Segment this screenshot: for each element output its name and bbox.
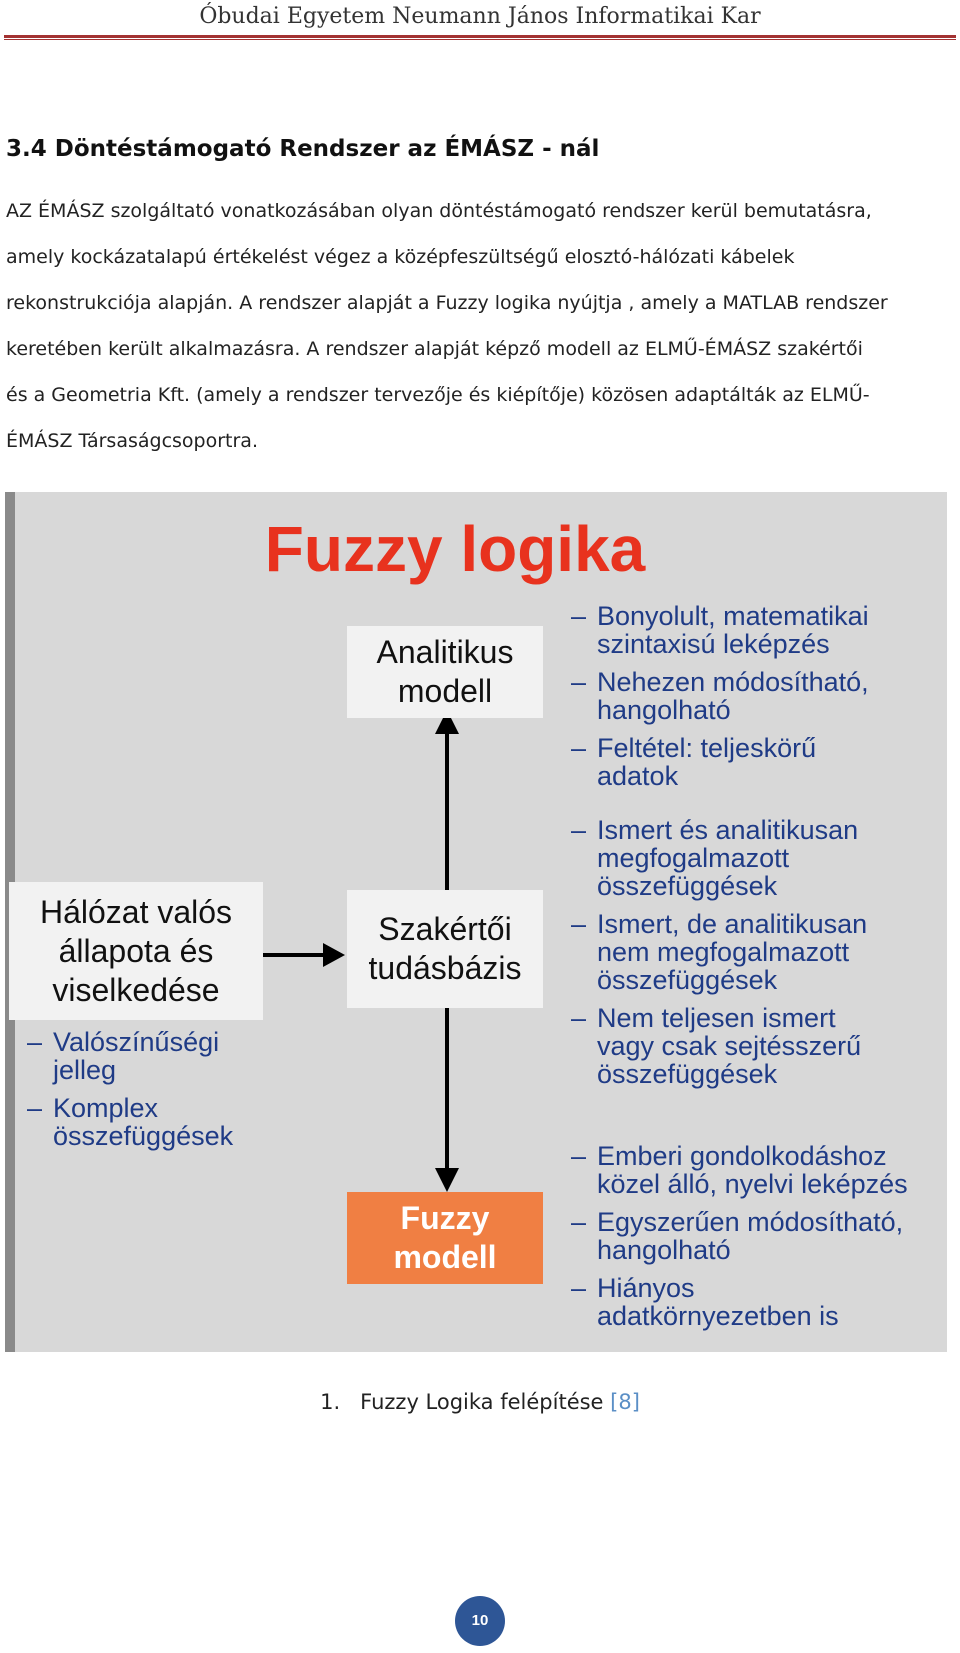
bullet-line: Emberi gondolkodáshoz	[597, 1141, 887, 1171]
fuzzy-bullet-list	[571, 1142, 947, 1340]
box-line: tudásbázis	[368, 950, 522, 986]
paragraph-line: rekonstrukciója alapján. A rendszer alapját a Fuzzy logika nyújtja , amely a MATLAB rendszer	[6, 292, 888, 314]
bullet-line: Ismert, de analitikusan	[597, 909, 868, 939]
bullet-dash: –	[571, 1207, 587, 1237]
list-item	[571, 1142, 947, 1198]
left-bullet-list	[27, 1028, 287, 1160]
bullet-line: megfogalmazott	[597, 843, 790, 873]
bullet-line: nem megfogalmazott	[597, 937, 850, 967]
list-item	[27, 1094, 287, 1150]
bullet-line: Komplex	[53, 1093, 159, 1123]
expert-knowledge-box	[347, 890, 543, 1008]
bullet-line: Egyszerűen módosítható,	[597, 1207, 904, 1237]
bullet-line: közel álló, nyelvi leképzés	[597, 1169, 908, 1199]
caption-text: Fuzzy Logika felépítése	[360, 1390, 604, 1414]
header-rule	[4, 35, 956, 38]
page-number-badge: 10	[455, 1596, 505, 1646]
bullet-line: adatok	[597, 761, 679, 791]
fuzzy-logic-figure	[5, 492, 947, 1352]
bullet-line: összefüggések	[597, 1059, 778, 1089]
caption-reference-link[interactable]: [8]	[610, 1390, 640, 1414]
bullet-dash: –	[571, 1141, 587, 1171]
paragraph-line: ÉMÁSZ Társaságcsoportra.	[6, 430, 258, 452]
expert-bullet-list	[571, 816, 941, 1098]
bullet-dash: –	[571, 667, 587, 697]
box-line: Hálózat valós	[39, 893, 233, 930]
figure-caption	[0, 1390, 960, 1414]
bullet-line: szintaxisú leképzés	[597, 629, 830, 659]
bullet-line: adatkörnyezetben is	[597, 1301, 839, 1331]
box-line: modell	[397, 673, 493, 709]
box-line: Fuzzy	[400, 1200, 490, 1236]
paragraph-line: AZ ÉMÁSZ szolgáltató vonatkozásában olyan döntéstámogató rendszer kerül bemutatásra,	[6, 200, 872, 222]
bullet-dash: –	[571, 1003, 587, 1033]
caption-number: 1.	[320, 1390, 341, 1414]
page-header	[0, 0, 960, 42]
figure-title: Fuzzy logika	[264, 513, 646, 585]
bullet-dash: –	[27, 1027, 43, 1057]
bullet-dash: –	[571, 601, 587, 631]
list-item	[571, 1004, 941, 1088]
list-item	[571, 816, 941, 900]
bullet-line: jelleg	[53, 1055, 117, 1085]
bullet-line: Hiányos	[597, 1273, 695, 1303]
analytic-model-box	[347, 626, 543, 718]
bullet-line: összefüggések	[597, 965, 778, 995]
list-item	[571, 1274, 947, 1330]
fuzzy-model-box	[347, 1192, 543, 1284]
box-line: állapota és	[58, 932, 214, 969]
analytic-bullet-list	[571, 602, 941, 800]
bullet-dash: –	[27, 1093, 43, 1123]
bullet-dash: –	[571, 909, 587, 939]
bullet-line: Ismert és analitikusan	[597, 815, 859, 845]
bullet-line: hangolható	[597, 1235, 731, 1265]
list-item	[571, 734, 941, 790]
arrow-down-head	[435, 1168, 459, 1192]
bullet-dash: –	[571, 815, 587, 845]
bullet-line: hangolható	[597, 695, 731, 725]
list-item	[571, 602, 941, 658]
box-line: Szakértői	[378, 911, 512, 947]
bullet-line: Feltétel: teljeskörű	[597, 733, 817, 763]
bullet-line: Bonyolult, matematikai	[597, 601, 869, 631]
arrow-right-head	[323, 943, 345, 967]
box-line: Analitikus	[376, 634, 514, 670]
bullet-dash: –	[571, 733, 587, 763]
list-item	[571, 1208, 947, 1264]
network-state-box	[9, 882, 263, 1020]
bullet-line: Nehezen módosítható,	[597, 667, 869, 697]
bullet-line: összefüggések	[597, 871, 778, 901]
bullet-line: Valószínűségi	[53, 1027, 220, 1057]
bullet-line: vagy csak sejtésszerű	[597, 1031, 862, 1061]
bullet-line: Nem teljesen ismert	[597, 1003, 836, 1033]
bullet-line: összefüggések	[53, 1121, 234, 1151]
section-paragraph	[6, 188, 950, 464]
bullet-dash: –	[571, 1273, 587, 1303]
paragraph-line: amely kockázatalapú értékelést végez a középfeszültségű elosztó-hálózati kábelek	[6, 246, 795, 268]
list-item	[27, 1028, 287, 1084]
box-line: modell	[393, 1239, 497, 1275]
paragraph-line: és a Geometria Kft. (amely a rendszer tervezője és kiépítője) közösen adaptálták az ELMŰ-	[6, 384, 870, 406]
header-title: Óbudai Egyetem Neumann János Informatikai Kar	[199, 4, 761, 29]
box-line: viselkedése	[52, 971, 220, 1008]
paragraph-line: keretében került alkalmazásra. A rendszer alapját képző modell az ELMŰ-ÉMÁSZ szakértői	[6, 338, 863, 360]
section-heading: 3.4 Döntéstámogató Rendszer az ÉMÁSZ - nál	[6, 136, 600, 162]
list-item	[571, 668, 941, 724]
list-item	[571, 910, 941, 994]
header-rule-thin	[4, 39, 956, 40]
